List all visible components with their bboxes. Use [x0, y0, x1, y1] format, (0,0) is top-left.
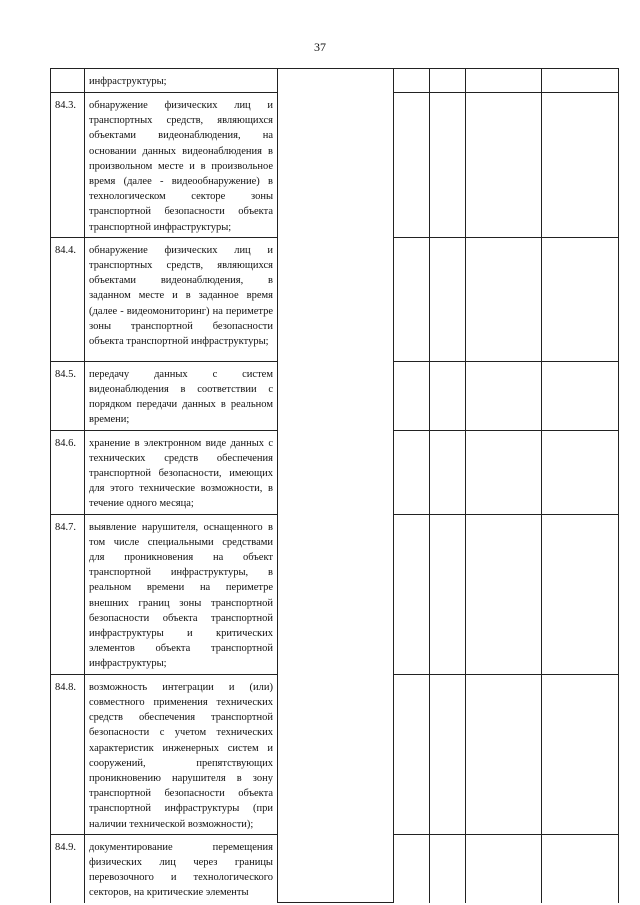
row-text: выявление нарушителя, оснащенного в том числе специальными средствами для проникновения на объект транспортной инфраструктуры, в реальном времени на периметре внешних границ зоны транспортной безопасности объекта транспортной инфраструктуры и критических элементов объекта транспортной инфраструктуры; [85, 514, 278, 674]
requirements-table [50, 68, 619, 903]
empty-cell [542, 93, 619, 238]
empty-cell [466, 93, 542, 238]
empty-cell [542, 69, 619, 93]
row-text: хранение в электронном виде данных с технических средств обеспечения транспортной безопасности, имеющих для этого технические возможности, в течение одного месяца; [85, 430, 278, 514]
row-number: 84.9. [51, 834, 85, 902]
empty-cell [394, 361, 430, 430]
empty-cell [542, 430, 619, 514]
empty-cell [430, 361, 466, 430]
empty-cell [466, 237, 542, 361]
empty-cell [542, 514, 619, 674]
row-number [51, 69, 85, 93]
page-number: 37 [314, 40, 326, 54]
empty-cell [430, 69, 466, 93]
empty-cell [542, 834, 619, 902]
row-text: возможность интеграции и (или) совместного применения технических средств обеспечения транспортной безопасности с учетом технических характеристик инженерных систем и сооружений, препятствующих проникновению нарушителя в зону транспортной безопасности объекта транспортной инфраструктуры (при наличии технической возможности); [85, 674, 278, 834]
empty-cell [394, 430, 430, 514]
empty-cell [394, 69, 430, 93]
row-text: обнаружение физических лиц и транспортных средств, являющихся объектами видеонаблюдения, в заданном месте и в заданное время (далее - видеомониторинг) на периметре зоны транспортной безопасности объекта транспортной инфраструктуры; [85, 237, 278, 361]
empty-cell [430, 674, 466, 834]
row-number: 84.8. [51, 674, 85, 834]
merged-empty-cell [278, 69, 394, 903]
table-row [51, 69, 619, 93]
row-number: 84.5. [51, 361, 85, 430]
empty-cell [430, 93, 466, 238]
empty-cell [394, 514, 430, 674]
empty-cell [466, 674, 542, 834]
empty-cell [542, 237, 619, 361]
row-number: 84.7. [51, 514, 85, 674]
row-text: обнаружение физических лиц и транспортных средств, являющихся объектами видеонаблюдения, на основании данных видеонаблюдения в произвольном месте и в произвольное время (далее - видеообнаружение) в технологическом секторе зоны транспортной безопасности объекта транспортной инфраструктуры; [85, 93, 278, 238]
empty-cell [466, 430, 542, 514]
empty-cell [542, 361, 619, 430]
row-text: документирование перемещения физических лиц через границы перевозочного и технологического секторов, на критические элементы [85, 834, 278, 902]
row-text: передачу данных с систем видеонаблюдения в соответствии с порядком передачи данных в реальном времени; [85, 361, 278, 430]
empty-cell [466, 834, 542, 902]
row-text: инфраструктуры; [85, 69, 278, 93]
empty-cell [542, 674, 619, 834]
empty-cell [466, 69, 542, 93]
row-number: 84.3. [51, 93, 85, 238]
empty-cell [394, 237, 430, 361]
empty-cell [394, 93, 430, 238]
empty-cell [430, 514, 466, 674]
empty-cell [430, 430, 466, 514]
empty-cell [394, 834, 430, 902]
row-number: 84.6. [51, 430, 85, 514]
empty-cell [466, 361, 542, 430]
row-number: 84.4. [51, 237, 85, 361]
empty-cell [430, 237, 466, 361]
empty-cell [394, 674, 430, 834]
empty-cell [430, 834, 466, 902]
empty-cell [466, 514, 542, 674]
